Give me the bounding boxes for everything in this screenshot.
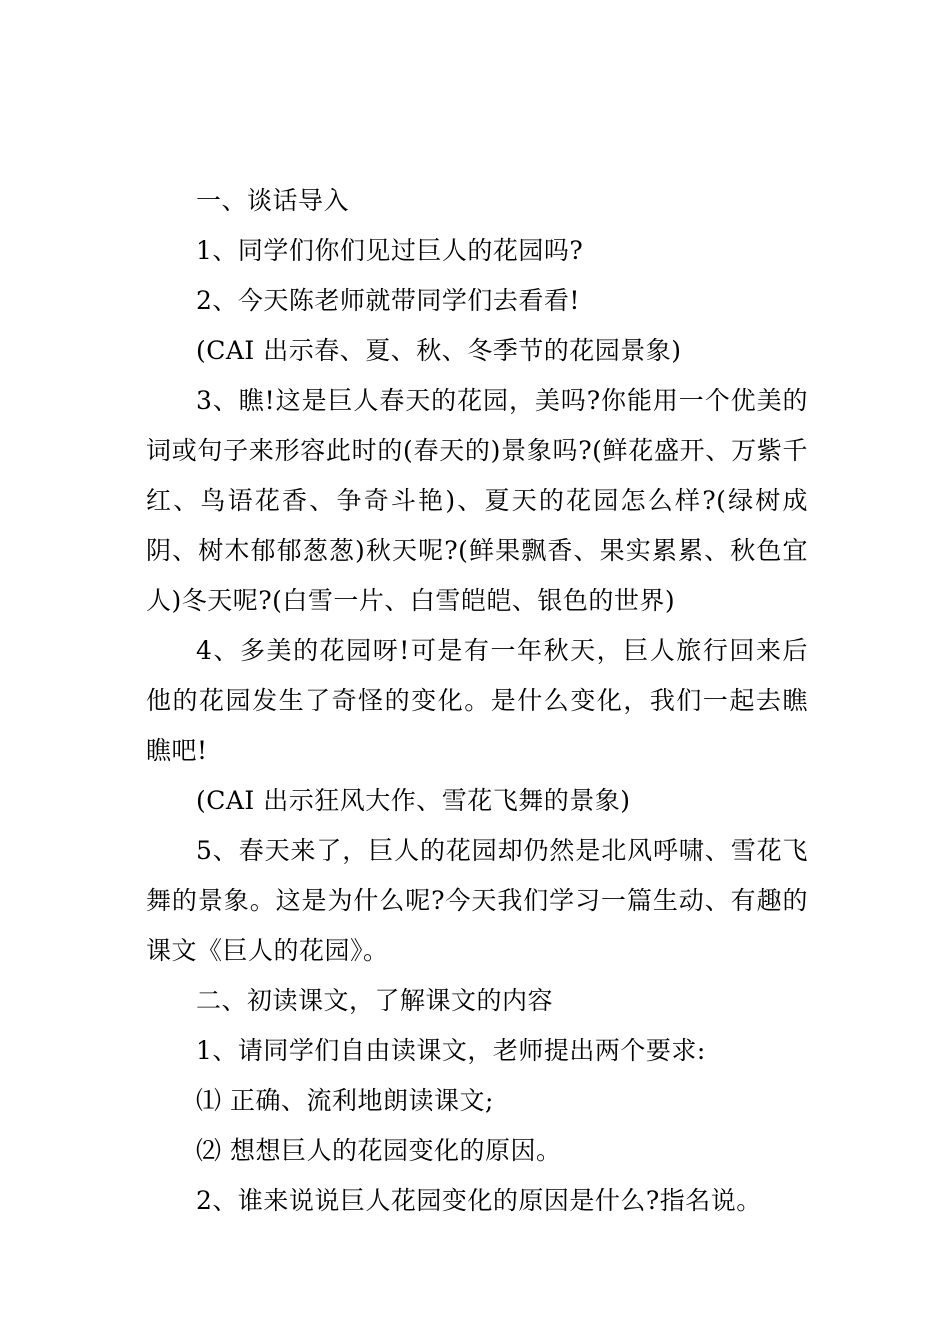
paragraph: 2、今天陈老师就带同学们去看看! [196, 286, 580, 315]
list-item: ⑴ 正确、流利地朗读课文; [196, 1086, 494, 1115]
paragraph: 1、请同学们自由读课文，老师提出两个要求: [196, 1036, 706, 1065]
cai-note: (CAI 出示春、夏、秋、冬季节的花园景象) [196, 336, 682, 365]
list-item: ⑵ 想想巨人的花园变化的原因。 [196, 1136, 562, 1165]
paragraph: 4、多美的花园呀!可是有一年秋天，巨人旅行回来后他的花园发生了奇怪的变化。是什么变化，我们一起去瞧瞧吧! [146, 636, 808, 765]
cai-note: (CAI 出示狂风大作、雪花飞舞的景象) [196, 786, 631, 815]
document-body [146, 176, 808, 1226]
section-heading-intro: 一、谈话导入 [196, 186, 350, 215]
paragraph: 1、同学们你们见过巨人的花园吗? [196, 236, 584, 265]
paragraph: 5、春天来了，巨人的花园却仍然是北风呼啸、雪花飞舞的景象。这是为什么呢?今天我们学习一篇生动、有趣的课文《巨人的花园》。 [146, 836, 808, 965]
paragraph: 2、谁来说说巨人花园变化的原因是什么?指名说。 [196, 1186, 762, 1215]
section-heading-reading: 二、初读课文，了解课文的内容 [196, 986, 554, 1015]
paragraph: 3、瞧!这是巨人春天的花园，美吗?你能用一个优美的词或句子来形容此时的(春天的)景象吗?(鲜花盛开、万紫千红、鸟语花香、争奇斗艳)、夏天的花园怎么样?(绿树成阴、树木郁郁葱葱)秋天呢?(鲜果飘香、果实累累、秋色宜人)冬天呢?(白雪一片、白雪皑皑、银色的世界) [146, 386, 808, 615]
